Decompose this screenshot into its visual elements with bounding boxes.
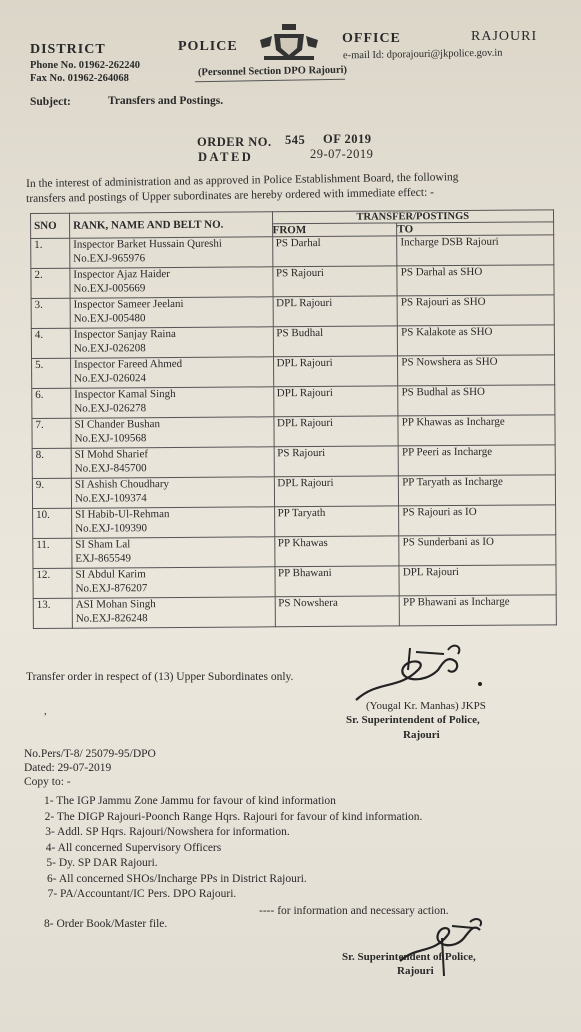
order-dated-value: 29-07-2019 <box>310 147 374 161</box>
table-row <box>32 385 555 419</box>
cell-from: PS Rajouri <box>272 266 397 297</box>
intro-line-1: In the interest of administration and as approved in Police Establishment Board, the following <box>26 171 459 190</box>
order-year: OF 2019 <box>323 132 372 146</box>
table-row <box>31 265 554 299</box>
table-row <box>31 295 554 329</box>
cell-sno: 3. <box>31 298 70 328</box>
letterhead-police: POLICE <box>178 39 238 54</box>
cell-name <box>71 417 274 448</box>
copy-item: 3- Addl. SP Hqrs. Rajouri/Nowshera for information. <box>45 826 290 838</box>
cell-name <box>70 237 273 268</box>
signature-place: Rajouri <box>403 729 440 741</box>
order-no-label: ORDER NO. <box>197 135 272 149</box>
officer-name: Inspector Fareed Ahmed <box>73 357 183 371</box>
cell-name <box>72 507 275 538</box>
cell-to: PS Rajouri as SHO <box>397 295 554 326</box>
cell-from: DPL Rajouri <box>274 476 399 507</box>
belt-number: No.EXJ-005480 <box>73 311 146 325</box>
cell-sno: 1. <box>31 238 70 268</box>
cell-name <box>72 597 275 628</box>
info-action-note: ---- for information and necessary action. <box>259 905 449 917</box>
cell-from: PS Nowshera <box>275 596 400 627</box>
cell-to: PS Nowshera as SHO <box>398 355 555 386</box>
table-row <box>31 325 554 359</box>
belt-number: No.EXJ-026278 <box>74 401 147 415</box>
cell-sno: 5. <box>32 358 71 388</box>
cell-name <box>71 387 274 418</box>
signature-name: (Yougal Kr. Manhas) JKPS <box>366 700 486 712</box>
stray-mark: , <box>44 705 47 717</box>
col-header-from: FROM <box>272 223 397 237</box>
subject-text: Transfers and Postings. <box>108 95 224 107</box>
cell-from: PP Taryath <box>274 506 399 537</box>
officer-name: SI Ashish Choudhary <box>74 478 170 491</box>
col-header-name: RANK, NAME AND BELT NO. <box>69 212 272 238</box>
signature2-designation: Sr. Superintendent of Police, <box>342 951 476 963</box>
copy-item-8: 8- Order Book/Master file. <box>44 918 168 930</box>
cell-name <box>71 447 274 478</box>
letterhead-office: OFFICE <box>342 31 401 46</box>
officer-name: SI Abdul Karim <box>75 568 146 581</box>
intro-line-2: transfers and postings of Upper subordinates are hereby ordered with immediate effect: - <box>26 186 435 205</box>
cell-to: PP Bhawani as Incharge <box>399 595 556 626</box>
cell-to: PS Darhal as SHO <box>397 265 554 296</box>
cell-name <box>70 297 273 328</box>
cell-sno: 13. <box>33 598 72 628</box>
header-underline <box>195 79 345 83</box>
letterhead-email: e-mail Id: dporajouri@jkpolice.gov.in <box>342 47 503 62</box>
cell-from: PS Darhal <box>272 236 397 267</box>
cell-from: PP Bhawani <box>274 566 399 597</box>
cell-name <box>70 327 273 358</box>
cell-from: DPL Rajouri <box>273 296 398 327</box>
ref-number: No.Pers/T-8/ 25079-95/DPO <box>24 748 156 760</box>
copy-to-label: Copy to: - <box>24 776 71 788</box>
belt-number: No.EXJ-109374 <box>74 491 147 505</box>
table-row <box>33 595 556 629</box>
cell-sno: 12. <box>33 568 72 598</box>
belt-number: No.EXJ-965976 <box>73 251 146 265</box>
order-dated-label: DATED <box>198 150 254 164</box>
officer-name: Inspector Barket Hussain Qureshi <box>73 237 223 251</box>
cell-to: PP Peeri as Incharge <box>398 445 555 476</box>
officer-name: SI Sham Lal <box>75 538 131 551</box>
officer-name: ASI Mohan Singh <box>75 598 156 611</box>
table-row <box>32 415 555 449</box>
officer-name: SI Mohd Sharief <box>74 448 149 461</box>
cell-sno: 11. <box>33 538 72 568</box>
table-row <box>32 355 555 389</box>
belt-number: No.EXJ-026208 <box>73 341 146 355</box>
cell-from: PS Rajouri <box>274 446 399 477</box>
cell-from: DPL Rajouri <box>273 356 398 387</box>
letterhead-section: (Personnel Section DPO Rajouri) <box>197 64 348 79</box>
police-emblem-icon <box>258 22 320 64</box>
table-row <box>32 445 555 479</box>
table-row <box>31 235 554 269</box>
table-row <box>32 475 555 509</box>
cell-from: DPL Rajouri <box>273 386 398 417</box>
transfer-note: Transfer order in respect of (13) Upper Subordinates only. <box>26 671 294 683</box>
officer-name: Inspector Ajaz Haider <box>73 268 170 281</box>
cell-name <box>70 357 273 388</box>
copy-item: 2- The DIGP Rajouri-Poonch Range Hqrs. Rajouri for favour of kind information. <box>44 810 423 823</box>
belt-number: No.EXJ-005669 <box>73 281 146 295</box>
copy-item: 1- The IGP Jammu Zone Jammu for favour of kind information <box>44 795 336 807</box>
copy-item: 6- All concerned SHOs/Incharge PPs in District Rajouri. <box>47 872 307 885</box>
table-row <box>33 505 556 539</box>
cell-name <box>70 267 273 298</box>
cell-name <box>72 567 275 598</box>
cell-sno: 10. <box>33 508 72 538</box>
belt-number: No.EXJ-845700 <box>74 461 147 475</box>
cell-name <box>71 477 274 508</box>
copy-item: 5- Dy. SP DAR Rajouri. <box>46 857 158 869</box>
cell-sno: 9. <box>32 478 71 508</box>
order-no-value: 545 <box>285 133 306 147</box>
signature-designation: Sr. Superintendent of Police, <box>346 714 480 726</box>
cell-sno: 2. <box>31 268 70 298</box>
table-row <box>33 565 556 599</box>
transfers-table <box>30 209 557 629</box>
cell-sno: 6. <box>32 388 71 418</box>
officer-name: SI Chander Bushan <box>74 418 161 431</box>
cell-to: PS Budhal as SHO <box>398 385 555 416</box>
copy-item: 4- All concerned Supervisory Officers <box>45 841 222 854</box>
cell-to: PS Sunderbani as IO <box>399 535 556 566</box>
cell-sno: 8. <box>32 448 71 478</box>
belt-number: No.EXJ-826248 <box>75 611 148 625</box>
cell-sno: 7. <box>32 418 71 448</box>
cell-to: DPL Rajouri <box>399 565 556 596</box>
table-row <box>33 535 556 569</box>
ref-dated: Dated: 29-07-2019 <box>24 762 112 774</box>
col-header-to: TO <box>397 222 554 236</box>
cell-name <box>72 537 275 568</box>
belt-number: No.EXJ-109568 <box>74 431 147 445</box>
belt-number: EXJ-865549 <box>75 551 132 565</box>
letterhead-district: DISTRICT <box>30 42 106 57</box>
letterhead-rajouri: RAJOURI <box>471 29 538 44</box>
belt-number: No.EXJ-026024 <box>74 371 146 385</box>
officer-name: Inspector Sameer Jeelani <box>73 297 184 311</box>
cell-to: PP Khawas as Incharge <box>398 415 555 446</box>
cell-from: DPL Rajouri <box>273 416 398 447</box>
subject-label: Subject: <box>30 96 71 108</box>
signature2-place: Rajouri <box>397 965 434 977</box>
letterhead-phone: Phone No. 01962-262240 <box>30 60 140 71</box>
belt-number: No.EXJ-109390 <box>75 521 148 535</box>
col-header-sno: SNO <box>31 213 70 238</box>
cell-from: PP Khawas <box>274 536 399 567</box>
copy-item: 7- PA/Accountant/IC Pers. DPO Rajouri. <box>47 888 237 900</box>
cell-from: PS Budhal <box>273 326 398 357</box>
col-header-transfer: TRANSFER/POSTINGS <box>272 210 554 224</box>
cell-to: PP Taryath as Incharge <box>399 475 556 506</box>
cell-to: PS Rajouri as IO <box>399 505 556 536</box>
officer-name: Inspector Kamal Singh <box>74 387 176 401</box>
officer-name: SI Habib-Ul-Rehman <box>75 508 170 521</box>
belt-number: No.EXJ-876207 <box>75 581 148 595</box>
letterhead-fax: Fax No. 01962-264068 <box>30 73 129 84</box>
officer-name: Inspector Sanjay Raina <box>73 327 176 341</box>
cell-sno: 4. <box>31 328 70 358</box>
cell-to: Incharge DSB Rajouri <box>397 235 554 266</box>
cell-to: PS Kalakote as SHO <box>398 325 555 356</box>
